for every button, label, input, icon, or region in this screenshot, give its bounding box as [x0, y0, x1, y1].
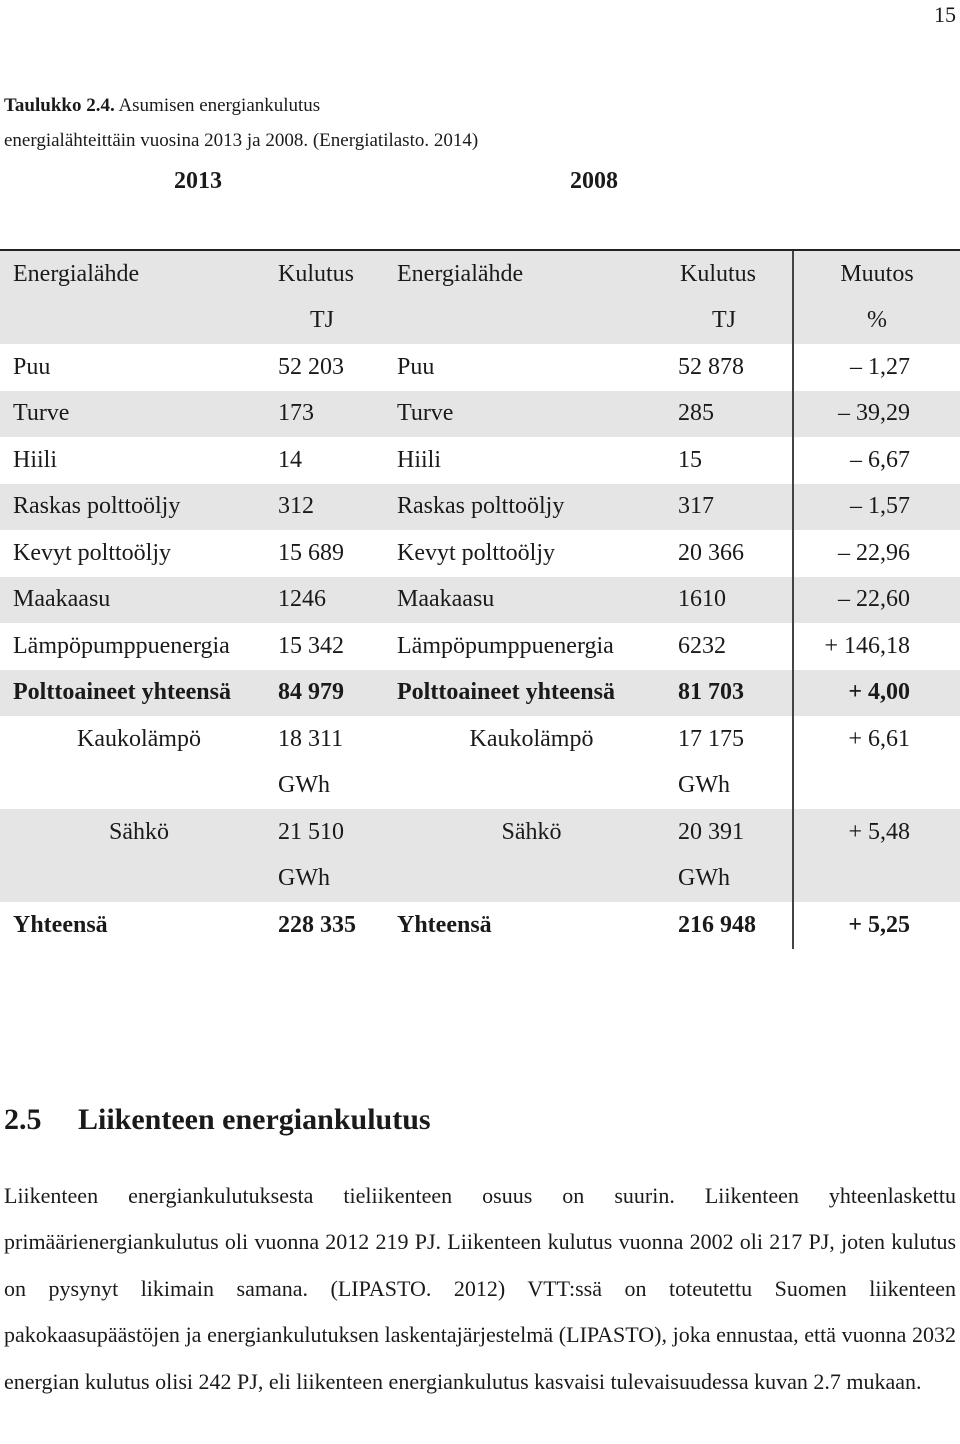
body-paragraph: Liikenteen energiankulutuksesta tieliikenteen osuus on suurin. Liikenteen yhteenlaskettu primäärienergiankulutus oli vuonna 2012 219 PJ. Liikenteen kulutus vuonna 2002 oli 217 PJ, joten kulutus on pysynyt likimain samana. (LIPASTO. 2012) VTT:ssä on toteutettu Suomen liikenteen pakokaasupäästöjen ja energiankulutuksen laskentajärjestelmä (LIPASTO), joka ennustaa, että vuonna 2032 energian kulutus olisi 242 PJ, eli liikenteen energiankulutus kasvaisi tulevaisuudessa kuvan 2.7 mukaan.: [4, 1183, 956, 1394]
section-heading: [4, 1103, 431, 1137]
cell-change: – 22,96: [793, 530, 960, 577]
cell-value-2008: 6232: [678, 632, 726, 659]
cell-value-2013: 14: [278, 446, 302, 473]
year-2008-label: 2008: [570, 168, 618, 194]
unit-tj-2013: TJ: [278, 298, 397, 345]
year-headers: [0, 168, 960, 198]
unit-tj-2008: TJ: [666, 298, 793, 345]
table-row: [0, 344, 960, 391]
table-row: [0, 623, 960, 670]
header-source-2013: Energialähde: [0, 250, 278, 298]
cell-change: – 39,29: [793, 391, 960, 438]
cell-value-2013: 173: [278, 391, 397, 438]
table-unit-row: [0, 298, 960, 345]
cell-value-2013: 15 342: [278, 632, 344, 659]
table-row-district-heat: Kaukolämpö 18 311 Kaukolämpö 17 175 + 6,61: [0, 716, 960, 763]
cell-value-2008: 52 878: [678, 353, 744, 380]
cell-value-2013: 52 203: [278, 353, 344, 380]
section-title: Liikenteen energiankulutus: [78, 1103, 431, 1136]
cell-source-2008: Puu: [397, 353, 435, 380]
cell-value-2008: 20 366: [678, 539, 744, 566]
header-change: Muutos: [793, 250, 960, 298]
header-source-2008: Energialähde: [397, 250, 666, 298]
table-row: [0, 391, 960, 438]
cell-value-2013: 1246: [278, 577, 397, 624]
table-caption: [4, 88, 624, 158]
cell-source-2013: Hiili: [13, 446, 58, 473]
header-consumption-2008: Kulutus: [666, 250, 793, 298]
cell-value-2008: 317: [666, 484, 793, 531]
cell-source-2013: Maakaasu: [0, 577, 278, 624]
cell-source-2013: Raskas polttoöljy: [0, 484, 278, 531]
table-row-electricity-unit: GWh GWh: [0, 856, 960, 903]
cell-value-2008: 15: [678, 446, 702, 473]
table-row: [0, 484, 960, 531]
cell-source-2008: Hiili: [397, 446, 442, 473]
cell-source-2008: Maakaasu: [397, 577, 666, 624]
cell-source-2008: Turve: [397, 391, 666, 438]
table-row-grand-total: Yhteensä 228 335 Yhteensä 216 948 + 5,25: [0, 902, 960, 949]
cell-source-2013: Lämpöpumppuenergia: [13, 632, 230, 659]
cell-value-2013: 312: [278, 484, 397, 531]
table-row-fuels-total: Polttoaineet yhteensä 84 979 Polttoaineet yhteensä 81 703 + 4,00: [0, 670, 960, 717]
cell-source-2013: Kevyt polttoöljy: [13, 539, 171, 566]
table-header-row: [0, 250, 960, 298]
cell-change: – 6,67: [793, 437, 960, 484]
table-row-electricity: Sähkö 21 510 Sähkö 20 391 + 5,48: [0, 809, 960, 856]
cell-source-2008: Kevyt polttoöljy: [397, 539, 555, 566]
year-2013-label: 2013: [174, 168, 222, 194]
unit-percent: %: [793, 298, 960, 345]
cell-source-2008: Lämpöpumppuenergia: [397, 632, 614, 659]
header-consumption-2013: Kulutus: [278, 250, 397, 298]
table-row-district-heat-unit: GWh GWh: [0, 763, 960, 810]
cell-change: – 1,27: [793, 344, 960, 391]
energy-consumption-table: [0, 249, 960, 949]
cell-source-2013: Turve: [0, 391, 278, 438]
table-row: [0, 530, 960, 577]
caption-text-1: Asumisen energiankulutus: [118, 95, 321, 116]
cell-value-2008: 1610: [666, 577, 793, 624]
cell-change: + 146,18: [793, 623, 960, 670]
cell-source-2008: Raskas polttoöljy: [397, 484, 666, 531]
cell-source-2013: Puu: [13, 353, 51, 380]
cell-change: – 22,60: [793, 577, 960, 624]
caption-text-2: energialähteittäin vuosina 2013 ja 2008. (Energiatilasto. 2014): [4, 130, 479, 151]
section-number: 2.5: [4, 1103, 42, 1136]
page-number: 15: [934, 2, 956, 27]
table-row: [0, 577, 960, 624]
cell-value-2013: 15 689: [278, 539, 344, 566]
table-row: [0, 437, 960, 484]
cell-change: – 1,57: [793, 484, 960, 531]
cell-value-2008: 285: [666, 391, 793, 438]
caption-label: Taulukko 2.4.: [4, 95, 115, 116]
